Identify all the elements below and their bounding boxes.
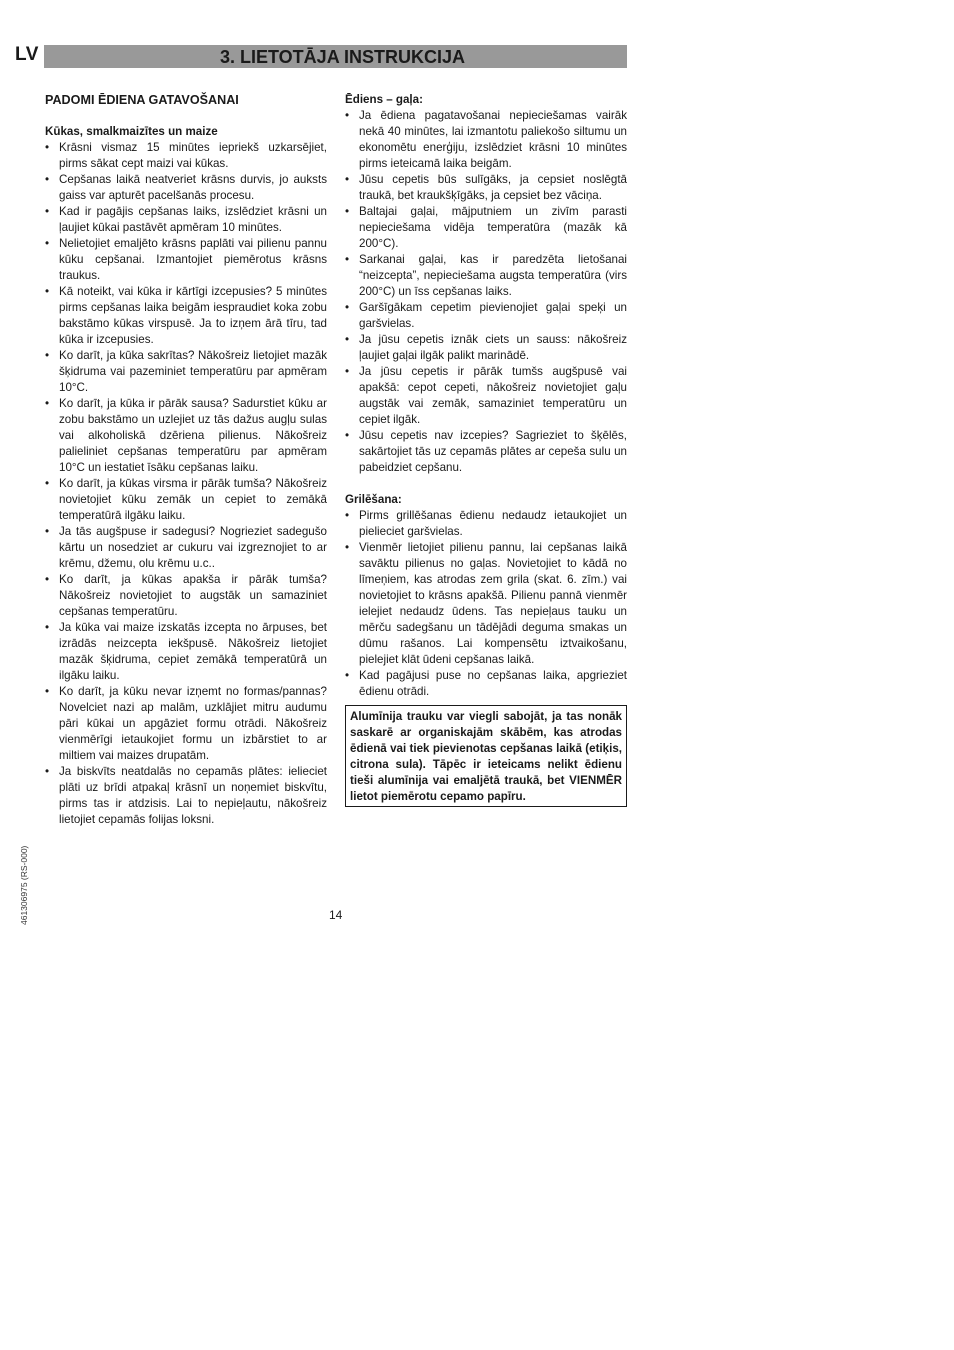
page-number: 14 — [329, 908, 343, 922]
subsection-title-grill: Grilēšana: — [345, 493, 402, 506]
language-code: LV — [15, 44, 39, 65]
page-title: 3. LIETOTĀJA INSTRUKCIJA — [220, 47, 466, 67]
list-item: • Ja ēdiena pagatavošanai nepieciešamas vairāk nekā 40 minūtes, lai izmantotu paliekošo siltumu un ekonomētu enerģiju, izslēdziet krāsni 10 minūtes pirms ieteicamā laika beigām. — [345, 108, 627, 172]
aluminium-warning-box: Alumīnija trauku var viegli sabojāt, ja tas nonāk saskarē ar organiskajām skābēm, kas atrodas ēdienā vai tiek pievienotas cepšanas laikā (etiķis, citrona sula). Tāpēc ir ieteicams nelikt ēdienu tieši alumīnija vai emaljētā traukā, bet VIENMĒR lietot piemērotu cepamo papīru. — [345, 705, 627, 807]
list-item: • Ko darīt, ja kūku nevar izņemt no formas/pannas? Novelciet nazi ap malām, uzklājiet mitru audumu pāri kūkai un apgāziet formu otrādi. Nākošreiz vienmērīgi ietaukojiet formu un izbārstiet to ar miltiem vai maizes drupatām. — [45, 684, 327, 764]
cakes-tips-list — [45, 140, 327, 828]
list-item: • Ja jūsu cepetis iznāk ciets un sauss: nākošreiz ļaujiet gaļai ilgāk palikt marinādē. — [345, 332, 627, 364]
section-title: PADOMI ĒDIENA GATAVOŠANAI — [45, 93, 239, 107]
list-item: • Kad ir pagājis cepšanas laiks, izslēdziet krāsni un ļaujiet kūkai pastāvēt apmēram 10 minūtes. — [45, 204, 327, 236]
left-column — [45, 92, 327, 828]
right-column — [345, 92, 627, 700]
list-item: • Cepšanas laikā neatveriet krāsns durvis, jo auksts gaiss var apturēt pacelšanās procesu. — [45, 172, 327, 204]
list-item: • Ko darīt, ja kūka ir pārāk sausa? Sadurstiet kūku ar zobu bakstāmo un uzlejiet uz tās dažus augļu sulas vai alkoholiskā dzēriena pilienus. Nākošreiz palieliniet cepšanas temperatūru par apmēram 10°C un iestatiet īsāku cepšanas laiku. — [45, 396, 327, 476]
list-item: • Jūsu cepetis nav izcepies? Sagrieziet to šķēlēs, sakārtojiet tās uz cepamās plātes ar cepeša sulu un pabeidziet cepšanu. — [345, 428, 627, 476]
list-item: • Ko darīt, ja kūkas virsma ir pārāk tumša? Nākošreiz novietojiet kūku zemāk un cepiet to zemākā temperatūrā ilgāku laiku. — [45, 476, 327, 524]
list-item: • Kā noteikt, vai kūka ir kārtīgi izcepusies? 5 minūtes pirms cepšanas laika beigām iespraudiet koka zobu bakstāmo kūkas virspusē. Ja to izņem ārā tīru, tad kūka ir izcepusies. — [45, 284, 327, 348]
list-item: • Sarkanai gaļai, kas ir paredzēta lietošanai “neizcepta”, nepieciešama augsta temperatūra (virs 200°C) un īss cepšanas laiks. — [345, 252, 627, 300]
subsection-title-meat: Ēdiens – gaļa: — [345, 93, 423, 106]
list-item: • Ja biskvīts neatdalās no cepamās plātes: ielieciet plāti uz brīdi atpakaļ krāsnī un noņemiet biskvītu, pirms tas ir atdzisis. Lai to nepieļautu, nākošreiz lietojiet cepamās folijas loksni. — [45, 764, 327, 828]
list-item: • Ja tās augšpuse ir sadegusi? Nogrieziet sadegušo kārtu un nosedziet ar cukuru vai izgreznojiet to ar krēmu, džemu, olu krēmu u.c.. — [45, 524, 327, 572]
list-item: • Ko darīt, ja kūkas apakša ir pārāk tumša? Nākošreiz novietojiet to augstāk un samaziniet cepšanas temperatūru. — [45, 572, 327, 620]
list-item: • Garšīgākam cepetim pievienojiet gaļai speķi un garšvielas. — [345, 300, 627, 332]
list-item: • Pirms grillēšanas ēdienu nedaudz ietaukojiet un pielieciet garšvielas. — [345, 508, 627, 540]
list-item: • Baltajai gaļai, mājputniem un zivīm parasti nepieciešama vidēja temperatūra (mazāk kā 200°C). — [345, 204, 627, 252]
list-item: • Nelietojiet emaljēto krāsns paplāti vai pilienu pannu kūku cepšanai. Izmantojiet piemērotus krāsns traukus. — [45, 236, 327, 284]
list-item: • Vienmēr lietojiet pilienu pannu, lai cepšanas laikā savāktu pilienus no gaļas. Novietojiet to kādā no līmeņiem, kas atrodas zem grila (skat. 6. zīm.) vai novietojiet to krāsns apakšā. Pilienu pannā vienmēr ielejiet nedaudz ūdens. Tas nepieļaus tauku un mērču sadegšanu un tādējādi deguma smakas un dūmu rašanos. Lai kompensētu iztvaikošanu, pielejiet klāt ūdeni cepšanas laikā. — [345, 540, 627, 668]
list-item: • Ja jūsu cepetis ir pārāk tumšs augšpusē vai apakšā: cepot cepeti, nākošreiz novietojiet gaļu augstāk vai zemāk, samaziniet temperatūru un cepiet ilgāk. — [345, 364, 627, 428]
list-item: • Ko darīt, ja kūka sakrītas? Nākošreiz lietojiet mazāk šķidruma vai pazeminiet temperatūru par apmēram 10°C. — [45, 348, 327, 396]
document-code: 461306975 (RS-000) — [19, 845, 29, 925]
list-item: • Krāsni vismaz 15 minūtes iepriekš uzkarsējiet, pirms sākat cept maizi vai kūkas. — [45, 140, 327, 172]
list-item: • Jūsu cepetis būs sulīgāks, ja cepsiet noslēgtā traukā, bet kraukšķīgāks, ja cepsiet bez vāciņa. — [345, 172, 627, 204]
grill-tips-list — [345, 508, 627, 700]
subsection-title-cakes: Kūkas, smalkmaizītes un maize — [45, 125, 218, 138]
list-item: • Kad pagājusi puse no cepšanas laika, apgrieziet ēdienu otrādi. — [345, 668, 627, 700]
meat-tips-list — [345, 108, 627, 476]
list-item: • Ja kūka vai maize izskatās izcepta no ārpuses, bet izrādās neizcepta iekšpusē. Nākošreiz lietojiet mazāk šķidruma, cepiet zemākā temperatūrā un ilgāku laiku. — [45, 620, 327, 684]
